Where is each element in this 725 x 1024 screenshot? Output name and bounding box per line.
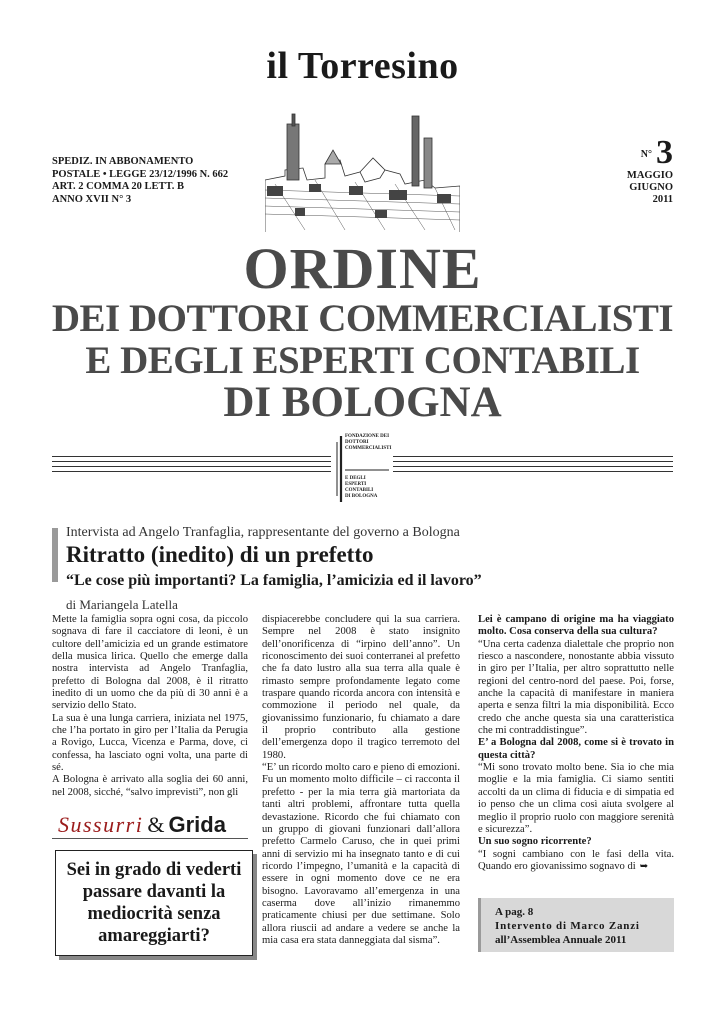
interview-answer: “Una certa cadenza dialettale che proprio non riesco a nascondere, nonostante abbia vissuto in giro per l’Italia, per altro soprattutto nelle regioni del centro-nord del paese. Poi, forse, anche la capacità di manifestare in maniera aperta e senza filtri la mia disponibilità. Ecco credo che anche questa sia una caratteristica che mi contraddistingue”.	[478, 638, 674, 737]
ref-subtitle: all’Assemblea Annuale 2011	[495, 934, 627, 946]
issue-month-1: MAGGIO	[626, 170, 673, 181]
sussurri-label: Sussurri	[58, 812, 144, 837]
ref-page: A pag. 8	[495, 906, 534, 918]
postal-line: SPEDIZ. IN ABBONAMENTO	[52, 156, 194, 167]
paragraph: La sua è una lunga carriera, iniziata nel 1975, che l’ha portato in giro per l’Italia da Perugia a Rovigo, Lucca, Vicenza e Parma, dove, ci confessa, ha lasciato ogni volta, una parte di sé.	[52, 712, 248, 774]
org-title-line-1: ORDINE	[243, 236, 482, 301]
org-title-line-4: DI BOLOGNA	[223, 379, 502, 426]
sussurri-rule	[52, 838, 248, 839]
interview-question: E’ a Bologna dal 2008, come si è trovato in questa città?	[478, 737, 674, 761]
article-byline: di Mariangela Latella	[66, 597, 178, 612]
sussurri-grida-heading	[58, 812, 226, 838]
issue-info	[627, 136, 673, 206]
kicker-bar	[52, 528, 58, 582]
postal-line: ANNO XVII N° 3	[52, 193, 132, 205]
callout-text: Sei in grado di vederti passare davanti la mediocrità senza amareggiarti?	[66, 860, 242, 946]
logo-line: ESPERTI CONTABILI	[345, 482, 374, 493]
bologna-towers-illustration	[265, 110, 460, 232]
article-headline: Ritratto (inedito) di un prefetto	[66, 542, 374, 567]
paragraph: A Bologna è arrivato alla soglia dei 60 anni, nel 2008, sicché, “salvo imprevisti”, non gli	[52, 774, 248, 798]
org-title-line-3: E DEGLI ESPERTI CONTABILI	[85, 339, 640, 382]
ampersand: &	[147, 812, 165, 837]
ref-title: Intervento di Marco Zanzi	[495, 920, 640, 932]
issue-year: 2011	[652, 194, 673, 205]
postal-line: ART. 2 COMMA 20 LETT. B	[52, 181, 184, 192]
logo-line: FONDAZIONE DEI	[345, 434, 390, 439]
grida-label: Grida	[168, 812, 226, 837]
paragraph: dispiacerebbe concludere qui la sua carriera. Sempre nel 2008 è stato insignito dell’onorificenza di “irpino dell’anno”. Un riconoscimento dei suoi conterranei al prefetto che fa dato lustro alla sua terra alla quale è rimasto sempre profondamente legato come traspare quando ricorda ancora con intensità e commozione il periodo nel quale, da giovanissimo funzionario, fu chiamato a dare il proprio contributo alla gestione dell’emergenza dopo il tragico terremoto del 1980.	[262, 614, 460, 761]
interview-question: Un suo sogno ricorrente?	[478, 836, 592, 848]
article-subhead: “Le cose più importanti? La famiglia, l’amicizia ed il lavoro”	[66, 572, 482, 589]
quote-callout-box	[55, 850, 253, 956]
interview-answer: “Mi sono trovato molto bene. Sia io che mia moglie e la mia famiglia. Ci siamo sentiti accolti da un clima di fiducia e di simpatia ed io penso che un clima così aiuta svolgere al meglio il proprio ruolo con maggiore serenità e sicurezza”.	[478, 762, 674, 835]
article-column-1	[52, 614, 248, 799]
postal-info	[52, 156, 228, 206]
issue-number-label: N°	[640, 149, 652, 160]
masthead-title: il Torresino	[266, 45, 459, 87]
interview-question: Lei è campano di origine ma ha viaggiato molto. Cosa conserva della sua cultura?	[478, 614, 674, 638]
postal-line: POSTALE • LEGGE 23/12/1996 N. 662	[52, 168, 229, 180]
issue-number: 3	[656, 134, 673, 171]
interview-answer	[478, 849, 674, 874]
article-kicker: Intervista ad Angelo Tranfaglia, rappresentante del governo a Bologna	[66, 525, 460, 540]
page-reference-box	[478, 898, 674, 952]
answer-text: “I sogni cambiano con le fasi della vita. Quando ero giovanissimo sognavo di	[478, 848, 674, 872]
continue-arrow-icon: ➥	[639, 860, 649, 872]
logo-line: DI BOLOGNA	[345, 494, 378, 499]
article-column-2	[262, 614, 460, 947]
issue-month-2: GIUGNO	[629, 182, 673, 193]
paragraph: “E’ un ricordo molto caro e pieno di emozioni. Fu un momento molto difficile – ci racconta il prefetto - per la mia terra già martoriata da tanti altri problemi, affrontare tutta quella devastazione. Ricordo che fui chiamato con un gruppo di giovani funzionari dall’allora prefetto Carmelo Caruso, che in quei primi anni di servizio mi ha insegnato tanto e di cui ricordo l’impegno, l’umanità e la capacità di essere in ogni momento dove ce ne era bisogno. Lavoravamo all’emergenza in una caserma dove all’inizio rimanemmo praticamente chiusi per due settimane. Solo allora riuscii ad andare a vedere se anche la mia casa era stata danneggiata dal sisma”.	[262, 762, 460, 946]
logo-line: COMMERCIALISTI	[345, 446, 392, 451]
logo-line: DOTTORI	[345, 440, 369, 445]
logo-line: E DEGLI	[345, 476, 366, 481]
paragraph: Mette la famiglia sopra ogni cosa, da piccolo sognava di fare il cacciatore di leoni, è un cultore dell’amicizia ed un grande estimatore della musica lirica. Quello che emerge dalla nostra intervista ad Angelo Tranfaglia, prefetto di Bologna dal 2008, è il ritratto inedito di un uomo che da più di 30 anni è a servizio dello Stato.	[52, 614, 248, 712]
org-title-line-2: DEI DOTTORI COMMERCIALISTI	[51, 297, 674, 340]
article-column-3	[478, 614, 674, 873]
